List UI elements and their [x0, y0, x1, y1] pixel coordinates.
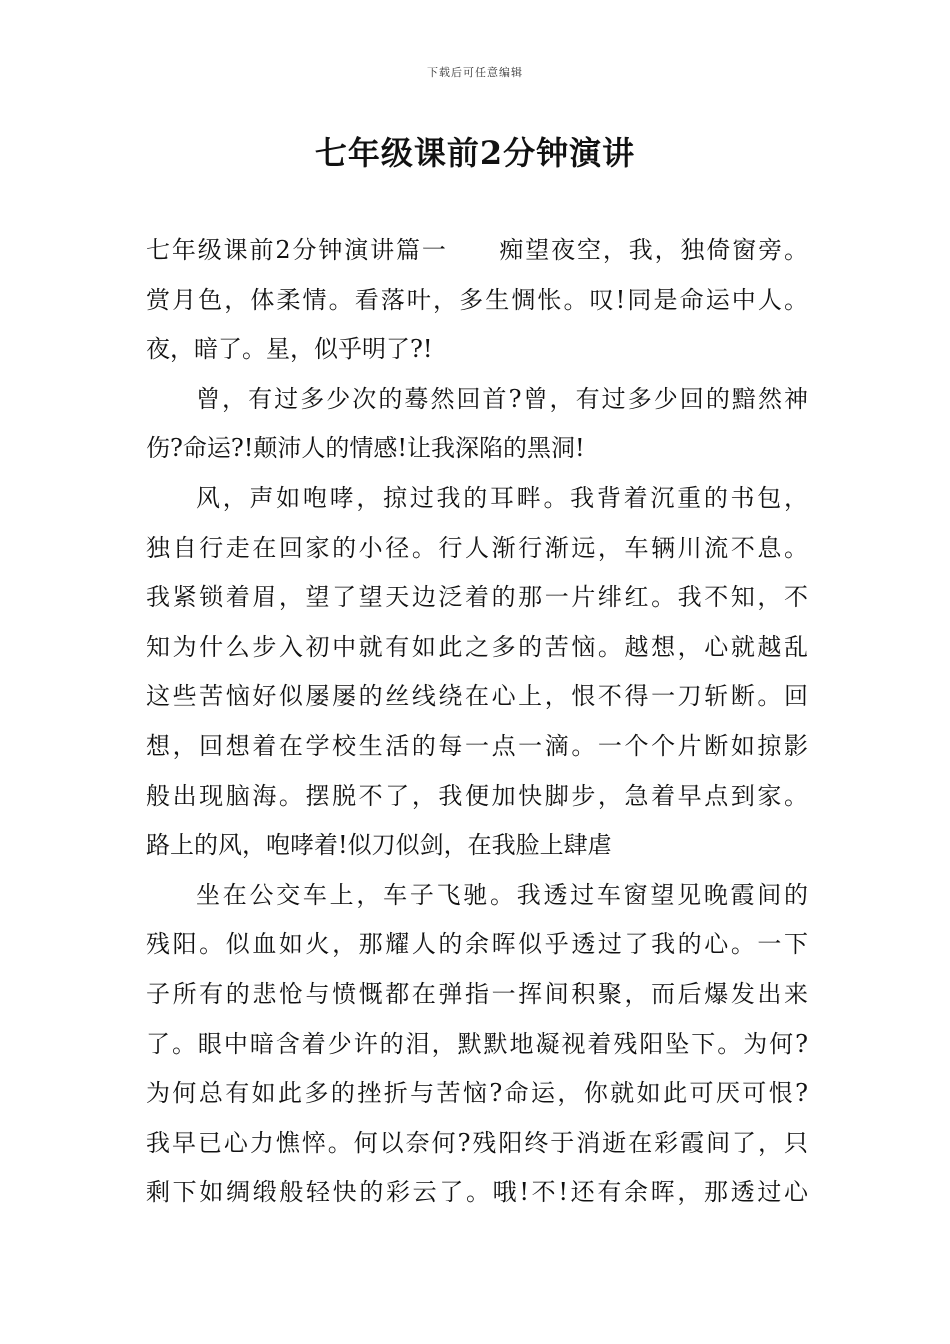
header-note: 下载后可任意编辑 [427, 66, 523, 79]
text-line: 风，声如咆哮，掠过我的耳畔。我背着沉重的书包， [196, 483, 808, 512]
text-line: 路上的风，咆哮着!似刀似剑，在我脸上肆虐 [146, 831, 612, 860]
text-line: 我紧锁着眉，望了望天边泛着的那一片绯红。我不知，不 [146, 583, 808, 612]
text-line: 为何总有如此多的挫折与苦恼?命运，你就如此可厌可恨? [146, 1079, 808, 1108]
text-line: 独自行走在回家的小径。行人渐行渐远，车辆川流不息。 [146, 533, 808, 562]
text-line: 残阳。似血如火，那耀人的余晖似乎透过了我的心。一下 [146, 930, 808, 959]
text-line: 子所有的悲怆与愤慨都在弹指一挥间积聚，而后爆发出来 [146, 979, 808, 1008]
document-title: 七年级课前2分钟演讲 [314, 134, 636, 172]
text-line: 知为什么步入初中就有如此之多的苦恼。越想，心就越乱 [146, 632, 808, 661]
text-line: 这些苦恼好似屡屡的丝线绕在心上，恨不得一刀斩断。回 [146, 682, 808, 711]
text-line: 我早已心力憔悴。何以奈何?残阳终于消逝在彩霞间了，只 [146, 1128, 808, 1157]
text-line: 伤?命运?!颠沛人的情感!让我深陷的黑洞! [146, 434, 585, 463]
text-line: 了。眼中暗含着少许的泪，默默地凝视着残阳坠下。为何? [146, 1029, 808, 1058]
text-line: 般出现脑海。摆脱不了，我便加快脚步，急着早点到家。 [146, 781, 808, 810]
text-line: 剩下如绸缎般轻快的彩云了。哦!不!还有余晖，那透过心 [146, 1178, 808, 1207]
text-line: 想，回想着在学校生活的每一点一滴。一个个片断如掠影 [146, 731, 808, 760]
text-line: 赏月色，体柔情。看落叶，多生惆怅。叹!同是命运中人。 [146, 285, 808, 314]
text-line: 夜，暗了。星，似乎明了?! [146, 335, 433, 364]
document-body [146, 226, 808, 1218]
text-line: 曾，有过多少次的蓦然回首?曾，有过多少回的黯然神 [196, 384, 808, 413]
text-line: 坐在公交车上，车子飞驰。我透过车窗望见晚霞间的 [196, 880, 808, 909]
text-line: 七年级课前2分钟演讲篇一 痴望夜空，我，独倚窗旁。 [146, 236, 808, 264]
